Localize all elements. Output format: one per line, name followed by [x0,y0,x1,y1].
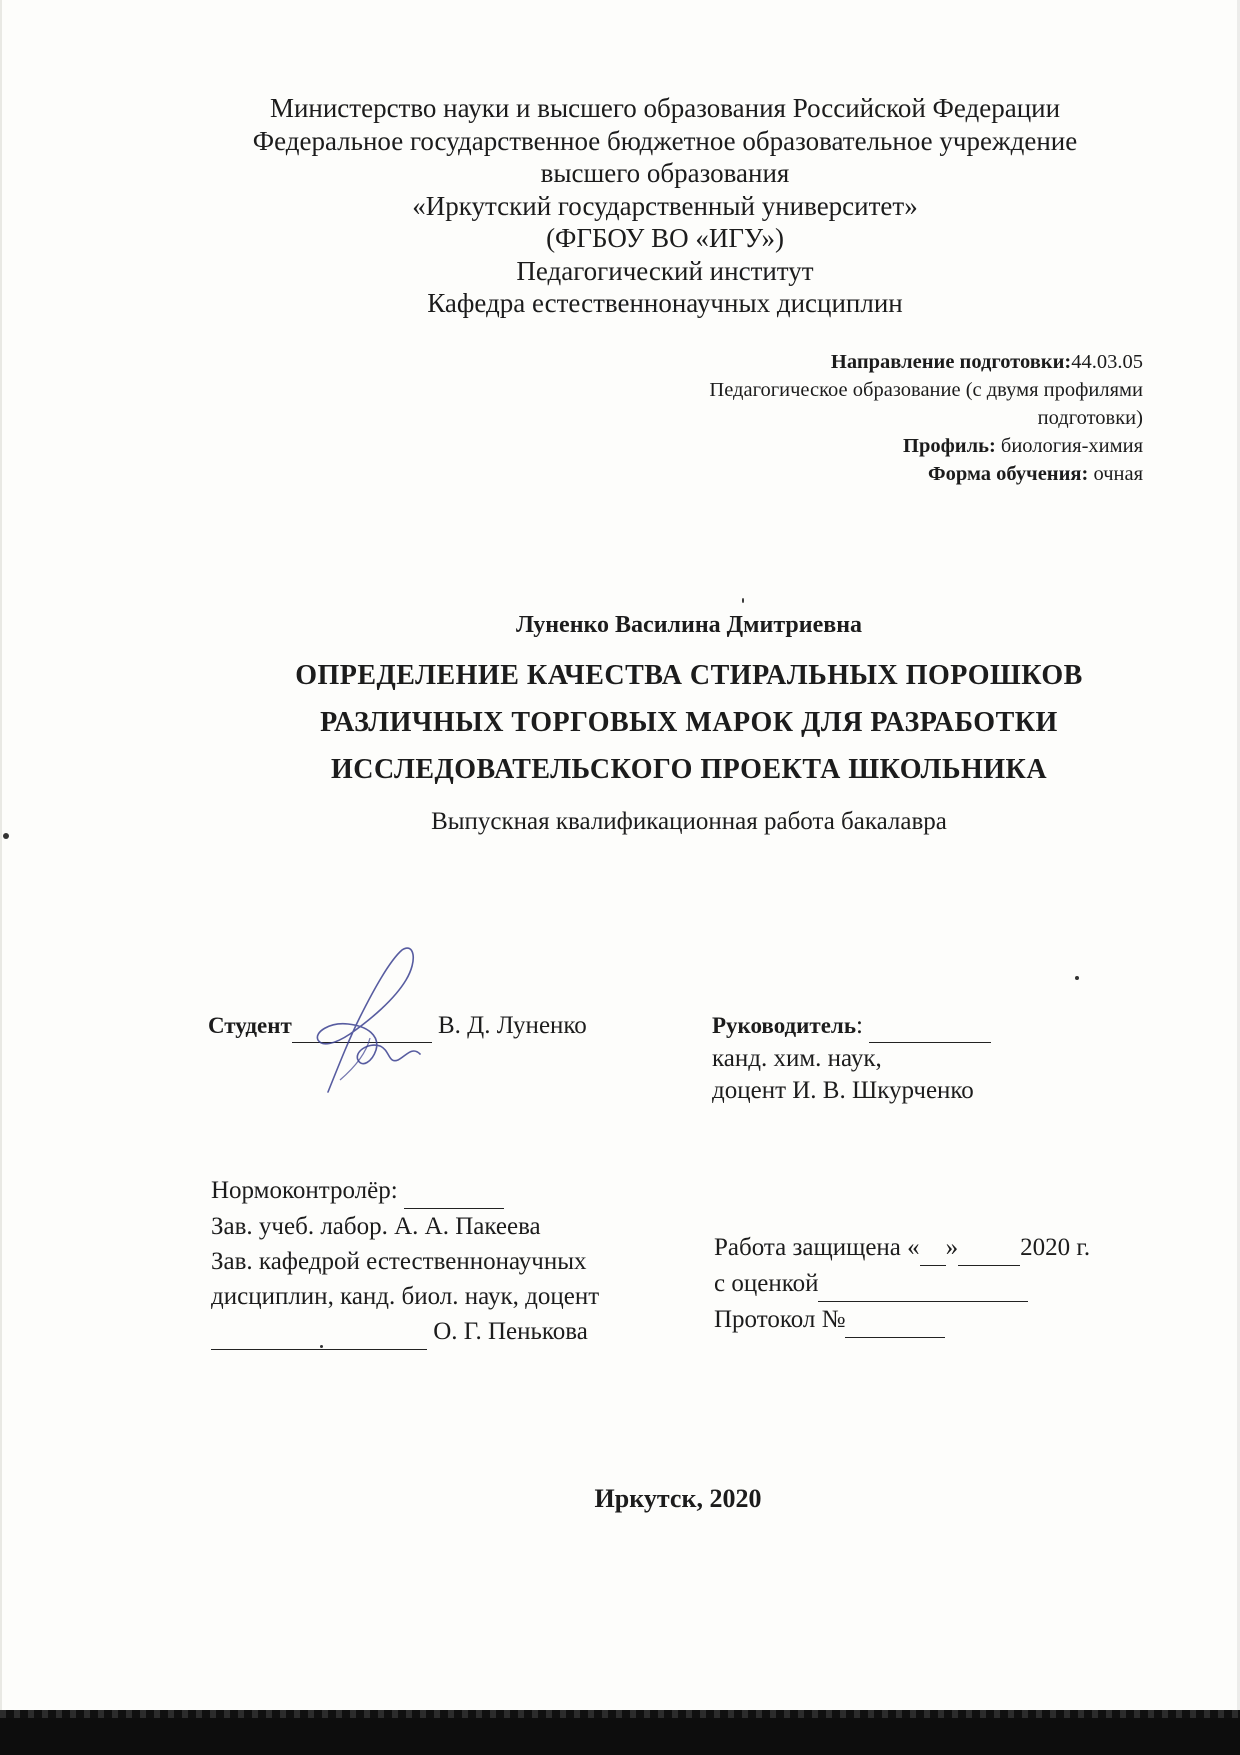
normocontroller-name: Зав. учеб. лабор. А. А. Пакеева [211,1213,541,1240]
author-name: Луненко Василина Дмитриевна [515,612,863,638]
defense-block [714,1230,1090,1338]
direction-code: 44.03.05 [1071,351,1143,373]
head-of-department-sign-line [211,1314,599,1350]
head-of-department-line: Зав. кафедрой естественнонаучных [211,1248,587,1275]
scan-speck [742,598,744,603]
supervisor-label: Руководитель [712,1013,856,1038]
university-abbrev: (ФГБОУ ВО «ИГУ») [546,223,784,253]
thesis-title [0,652,1240,793]
study-form-label: Форма обучения: [928,463,1089,485]
direction-line [583,348,1143,376]
department-name: Кафедра естественнонаучных дисциплин [427,288,903,318]
normocontrol-label: Нормоконтролёр: [211,1177,404,1204]
institution-type-line: Федеральное государственное бюджетное образовательное учреждение [252,125,1078,156]
profile-label: Профиль: [903,435,996,457]
study-form-line [583,460,1143,488]
protocol-blank [845,1302,945,1338]
scan-speck [3,833,9,839]
head-of-department-name: О. Г. Пенькова [427,1318,588,1345]
institution-header [140,92,1190,320]
defense-month-blank [958,1230,1020,1266]
work-type: Выпускная квалификационная работа бакалавра [431,808,947,835]
head-signature-line [211,1314,427,1350]
student-name: В. Д. Луненко [431,1012,587,1039]
ministry-line: Министерство науки и высшего образования Российской Федерации [269,93,1061,123]
direction-name-line1: Педагогическое образование (с двумя профилями [709,379,1143,401]
handwritten-signature [310,942,440,1102]
supervisor-signature-line [869,1010,991,1043]
scanner-bottom-band [0,1710,1240,1755]
institute-name: Педагогический институт [516,255,814,286]
title-line: ОПРЕДЕЛЕНИЕ КАЧЕСТВА СТИРАЛЬНЫХ ПОРОШКОВ [295,660,1083,691]
normocontrol-signature-line [404,1173,504,1209]
profile-line [583,432,1143,460]
normocontrol-block [211,1173,599,1350]
grade-line: с оценкой [714,1266,1090,1302]
protocol-line: Протокол № [714,1302,1090,1338]
university-name: «Иркутский государственный университет» [412,190,918,221]
direction-label: Направление подготовки: [830,351,1072,373]
city-year: Иркутск, 2020 [594,1484,762,1513]
grade-blank [818,1266,1028,1302]
education-level-line: высшего образования [540,158,790,188]
normocontrol-line [211,1173,599,1209]
title-line: ИССЛЕДОВАТЕЛЬСКОГО ПРОЕКТА ШКОЛЬНИКА [330,754,1048,785]
profile-value: биология-химия [995,435,1143,457]
direction-name-line2: подготовки) [1037,407,1143,429]
supervisor-name: доцент И. В. Шкурченко [712,1077,974,1104]
study-direction-block [583,348,1143,488]
scan-speck [320,1345,323,1348]
head-of-department-degree: дисциплин, канд. биол. наук, доцент [211,1283,600,1310]
supervisor-line: Руководитель: [712,1010,991,1043]
scan-speck [1075,976,1079,980]
supervisor-block [712,1010,991,1107]
student-label: Студент [208,1013,292,1038]
study-form-value: очная [1088,463,1143,485]
title-line: РАЗЛИЧНЫХ ТОРГОВЫХ МАРОК ДЛЯ РАЗРАБОТКИ [320,707,1058,738]
defense-day-blank [920,1230,946,1266]
defense-date-line: Работа защищена « » 2020 г. [714,1230,1090,1266]
supervisor-degree: канд. хим. наук, [712,1045,882,1072]
defense-year: 2020 г. [1020,1234,1091,1261]
